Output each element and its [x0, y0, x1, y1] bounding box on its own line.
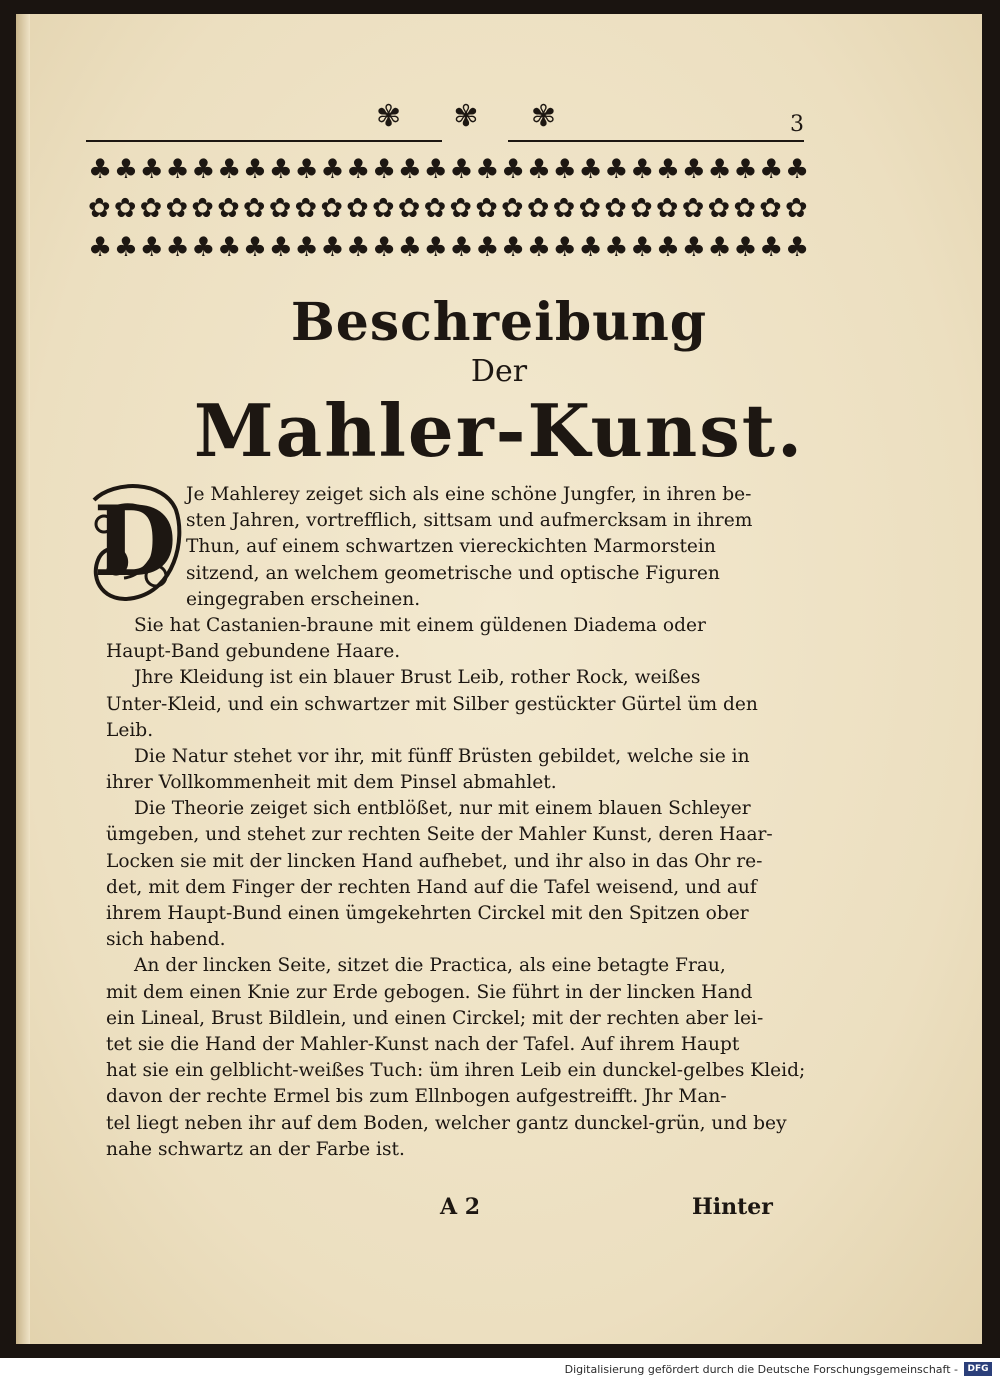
- ornament-icon: ♣: [526, 231, 552, 263]
- text-line: Jhre Kleidung ist ein blauer Brust Leib, rother Rock, weißes: [134, 667, 701, 689]
- text-line: Thun, auf einem schwartzen viereckichten Marmorstein: [186, 536, 716, 558]
- ornament-icon: ✿: [707, 192, 731, 224]
- ornament-icon: ♣: [191, 153, 216, 185]
- page-gutter-shadow: [16, 14, 30, 1344]
- ornament-icon: ♣: [88, 231, 113, 263]
- ornament-icon: ✿: [552, 192, 576, 224]
- ornament-icon: ♣: [733, 231, 758, 263]
- ornament-icon: ♣: [707, 153, 732, 185]
- text-line: ihrem Haupt-Bund einen ümgekehrten Circkel mit den Spitzen ober: [106, 903, 749, 924]
- fleuron-icon: ✾: [530, 99, 556, 134]
- ornament-icon: ♣: [475, 231, 500, 263]
- ornament-icon: ✿: [320, 192, 343, 224]
- ornament-icon: ♣: [217, 231, 242, 263]
- ornament-icon: ♣: [604, 231, 629, 263]
- text-line: ihrer Vollkommenheit mit dem Pinsel abmahlet.: [106, 772, 557, 794]
- ornament-icon: ♣: [578, 153, 603, 185]
- text-line: sich habend.: [106, 929, 226, 951]
- ornament-icon: ✿: [526, 192, 550, 224]
- ornament-icon: ♣: [165, 231, 190, 263]
- ornament-icon: ✿: [268, 192, 292, 224]
- ornament-row-top: [88, 150, 810, 189]
- ornament-icon: ♣: [604, 153, 629, 185]
- ornament-row-middle: [88, 189, 806, 228]
- ornament-icon: ♣: [655, 231, 681, 263]
- text-line: Sie hat Castanien-braune mit einem güldenen Diadema oder: [134, 614, 706, 636]
- ornament-icon: ♣: [113, 231, 139, 263]
- initial-letter: D: [93, 485, 177, 598]
- ornament-icon: ✿: [88, 192, 111, 224]
- text-line: mit dem einen Knie zur Erde gebogen. Sie führt in der lincken Hand: [106, 981, 753, 1003]
- ornament-icon: ♣: [630, 153, 655, 185]
- signature-mark: A 2: [440, 1194, 481, 1220]
- ornament-icon: ✿: [475, 192, 498, 224]
- ornament-icon: ♣: [346, 231, 371, 263]
- ornament-icon: ♣: [449, 153, 474, 185]
- book-page: [16, 14, 982, 1344]
- ornament-icon: ♣: [423, 231, 448, 263]
- ornament-icon: ♣: [759, 231, 784, 263]
- text-line: ein Lineal, Brust Bildlein, und einen Circkel; mit der rechten aber lei-: [106, 1007, 764, 1029]
- ornament-icon: ✿: [371, 192, 395, 224]
- text-line: Leib.: [106, 719, 154, 741]
- title-der: Der: [470, 354, 528, 389]
- page-number: 3: [790, 112, 804, 137]
- ornament-icon: ✿: [346, 192, 369, 224]
- ornament-icon: ♣: [88, 153, 113, 185]
- text-line: Die Natur stehet vor ihr, mit fünff Brüsten gebildet, welche sie in: [134, 745, 750, 767]
- ornament-icon: ♣: [139, 153, 164, 185]
- ornament-icon: ♣: [784, 231, 810, 263]
- text-line: nahe schwartz an der Farbe ist.: [106, 1138, 405, 1160]
- title-mahler-kunst: Mahler-Kunst.: [193, 388, 805, 473]
- text-line: Haupt-Band gebundene Haare.: [106, 641, 401, 663]
- ornament-icon: ✿: [165, 192, 189, 224]
- ornament-icon: ♣: [242, 153, 268, 185]
- text-line: Unter-Kleid, und ein schwartzer mit Silber gestückter Gürtel üm den: [106, 693, 758, 715]
- ornament-icon: ✿: [191, 192, 214, 224]
- header-rule-right: [508, 140, 804, 142]
- ornament-icon: ♣: [139, 231, 164, 263]
- ornament-icon: ♣: [526, 153, 552, 185]
- text-line: An der lincken Seite, sitzet die Practica, als eine betagte Frau,: [134, 955, 726, 977]
- ornament-icon: ✿: [242, 192, 266, 224]
- ornament-band: [88, 150, 810, 268]
- ornament-icon: ✿: [501, 192, 524, 224]
- fleuron-icon: ✾: [453, 99, 479, 134]
- dfg-logo[interactable]: DFG: [964, 1362, 992, 1376]
- dfg-footer: [0, 1358, 1000, 1383]
- ornament-icon: ✿: [733, 192, 756, 224]
- ornament-icon: ✿: [449, 192, 472, 224]
- ornament-icon: ♣: [475, 153, 500, 185]
- ornament-icon: ♣: [578, 231, 603, 263]
- dfg-credit-text: Digitalisierung gefördert durch die Deutsche Forschungsgemeinschaft -: [564, 1363, 958, 1376]
- ornament-icon: ♣: [759, 153, 784, 185]
- ornament-icon: ♣: [268, 231, 293, 263]
- ornament-icon: ♣: [423, 153, 448, 185]
- ornament-icon: ♣: [294, 231, 319, 263]
- ornament-icon: ♣: [397, 153, 422, 185]
- ornament-icon: ✿: [604, 192, 627, 224]
- ornament-icon: ✿: [217, 192, 240, 224]
- ornament-icon: ♣: [552, 153, 577, 185]
- ornament-icon: ✿: [423, 192, 447, 224]
- header-fleurons: [376, 99, 556, 134]
- text-line: Locken sie mit der lincken Hand aufhebet, und ihr also in das Ohr re-: [106, 850, 763, 872]
- text-line: davon der rechte Ermel bis zum Ellnbogen aufgestreifft. Jhr Man-: [106, 1086, 727, 1108]
- ornament-icon: ♣: [320, 153, 345, 185]
- text-line: det, mit dem Finger der rechten Hand auf die Tafel weisend, und auf: [106, 876, 757, 898]
- catchline: [16, 1194, 982, 1224]
- ornament-icon: ♣: [449, 231, 474, 263]
- ornament-icon: ♣: [113, 153, 139, 185]
- header-rule-left: [86, 140, 442, 142]
- fleuron-icon: ✾: [376, 99, 402, 134]
- ornament-icon: ♣: [320, 231, 345, 263]
- text-line: sten Jahren, vortrefflich, sittsam und aufmercksam in ihrem: [186, 510, 753, 532]
- ornament-icon: ♣: [707, 231, 732, 263]
- ornament-icon: ✿: [139, 192, 163, 224]
- ornament-icon: ♣: [630, 231, 655, 263]
- catchword: Hinter: [692, 1194, 773, 1220]
- ornament-icon: ♣: [217, 153, 242, 185]
- text-line: Die Theorie zeiget sich entblößet, nur mit einem blauen Schleyer: [134, 798, 751, 820]
- ornament-icon: ✿: [759, 192, 782, 224]
- ornament-icon: ♣: [346, 153, 371, 185]
- ornament-icon: ♣: [397, 231, 422, 263]
- ornament-icon: ✿: [784, 192, 808, 224]
- ornament-icon: ♣: [784, 153, 810, 185]
- title-beschreibung: Beschreibung: [290, 292, 708, 353]
- ornament-icon: ♣: [371, 153, 397, 185]
- body-text: [106, 482, 806, 1163]
- ornament-icon: ♣: [165, 153, 190, 185]
- ornament-icon: ✿: [655, 192, 679, 224]
- ornament-row-bottom: [88, 228, 810, 267]
- text-line: hat sie ein gelblicht-weißes Tuch: üm ihren Leib ein dunckel-gelbes Kleid;: [106, 1060, 806, 1082]
- ornament-icon: ♣: [501, 231, 526, 263]
- ornament-icon: ♣: [552, 231, 577, 263]
- text-line: Je Mahlerey zeiget sich als eine schöne Jungfer, in ihren be-: [186, 484, 752, 505]
- ornament-icon: ✿: [113, 192, 137, 224]
- text-line: tet sie die Hand der Mahler-Kunst nach der Tafel. Auf ihrem Haupt: [106, 1033, 740, 1055]
- ornament-icon: ♣: [681, 231, 706, 263]
- ornament-icon: ♣: [242, 231, 268, 263]
- ornament-icon: ♣: [371, 231, 397, 263]
- ornament-icon: ✿: [578, 192, 602, 224]
- ornament-icon: ♣: [681, 153, 706, 185]
- ornament-icon: ♣: [191, 231, 216, 263]
- ornament-icon: ♣: [655, 153, 681, 185]
- text-line: sitzend, an welchem geometrische und optische Figuren: [186, 562, 720, 584]
- ornament-icon: ✿: [294, 192, 318, 224]
- ornament-icon: ♣: [501, 153, 526, 185]
- ornament-icon: ♣: [733, 153, 758, 185]
- ornament-icon: ♣: [294, 153, 319, 185]
- text-line: tel liegt neben ihr auf dem Boden, welcher gantz dunckel-grün, und bey: [106, 1112, 787, 1134]
- ornament-icon: ✿: [681, 192, 705, 224]
- ornament-icon: ✿: [397, 192, 421, 224]
- ornament-icon: ♣: [268, 153, 293, 185]
- text-line: ümgeben, und stehet zur rechten Seite der Mahler Kunst, deren Haar-: [106, 824, 773, 846]
- text-line: eingegraben erscheinen.: [186, 588, 421, 610]
- ornament-icon: ✿: [630, 192, 653, 224]
